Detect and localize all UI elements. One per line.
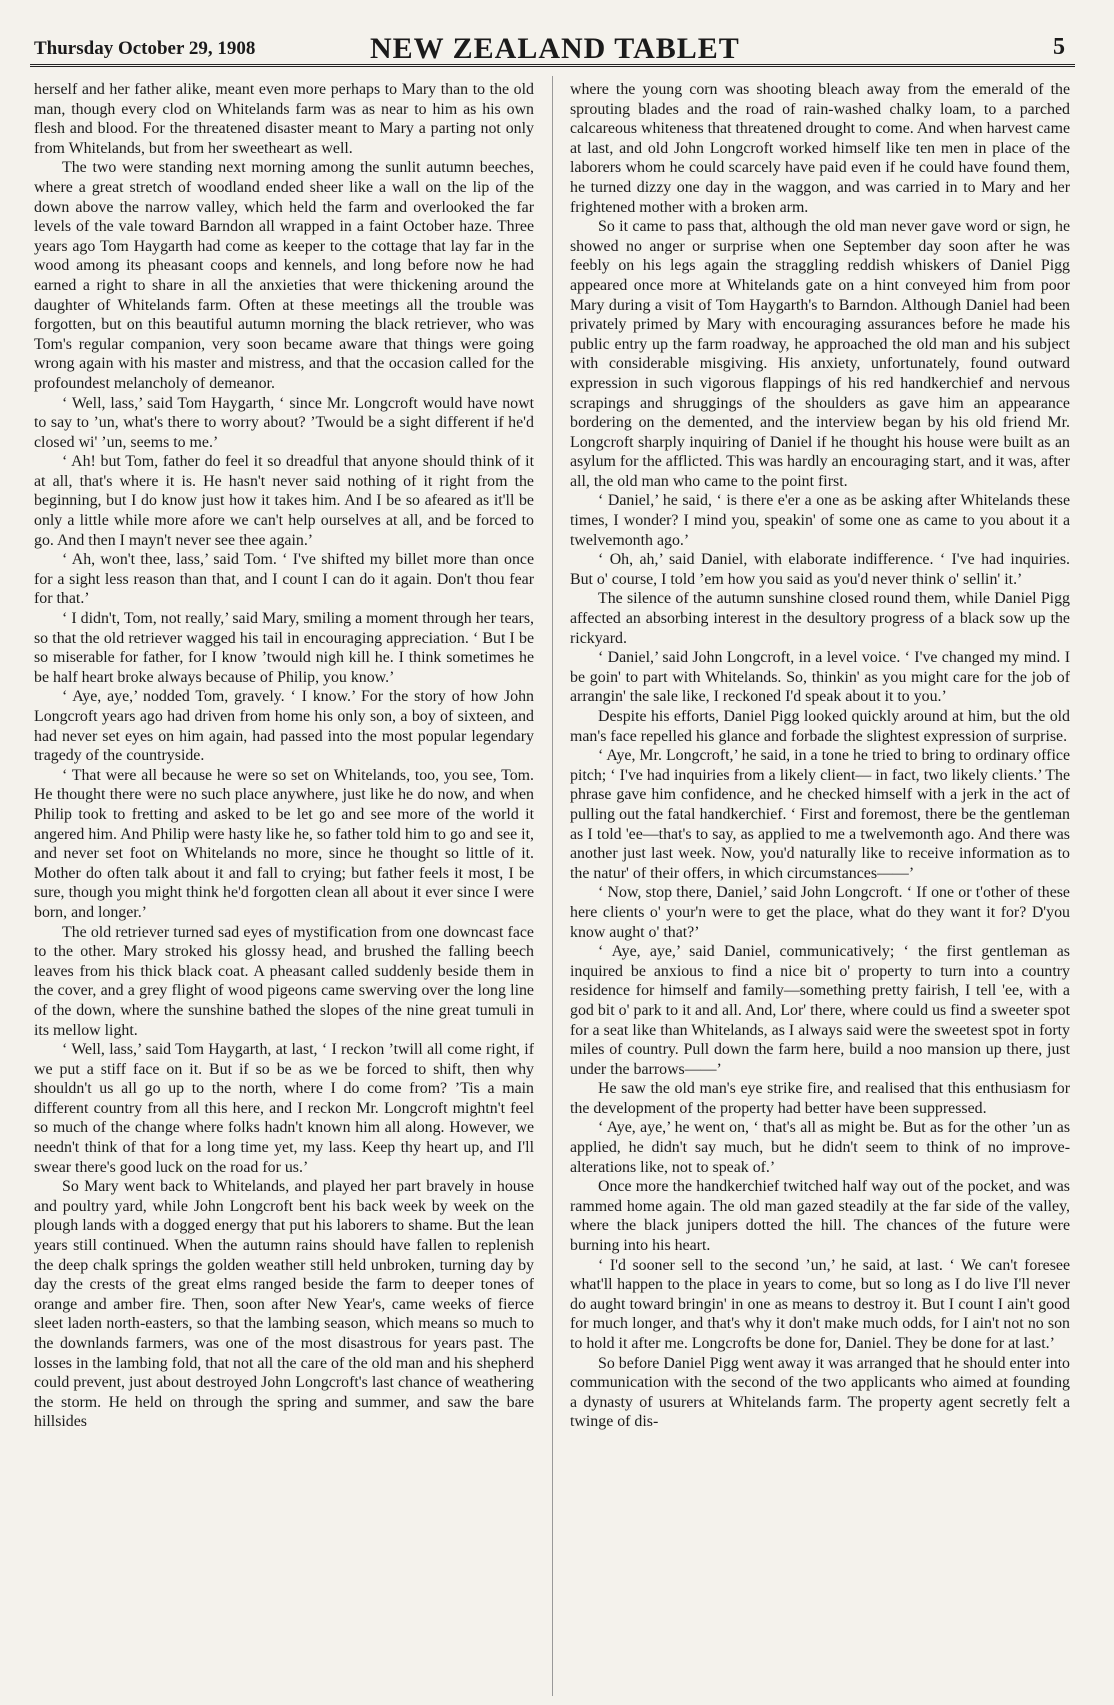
paragraph: Despite his efforts, Daniel Pigg looked quickly around at him, but the old man's face repelled his glance and forbade the slightest expression of surprise. bbox=[570, 708, 1070, 745]
paragraph: ‘ I didn't, Tom, not really,’ said Mary, smiling a moment through her tears, so that the old retriever wagged his tail in encouraging appreciation. ‘ But I be so miserable for father, for I know ’twould nigh kill he. I think sometimes he be half heart broke always because of Philip, you know.’ bbox=[34, 610, 534, 686]
paragraph: So before Daniel Pigg went away it was arranged that he should enter into communication with the second of the two applicants who aimed at founding a dynasty of usurers at Whitelands farm. The property agent secretly felt a twinge of dis- bbox=[570, 1354, 1070, 1431]
paragraph: ‘ Ah, won't thee, lass,’ said Tom. ‘ I've shifted my billet more than once for a sight less reason than that, and I count I can do it again. Don't thou fear for that.’ bbox=[34, 551, 534, 608]
paragraph: ‘ Aye, aye,’ nodded Tom, gravely. ‘ I know.’ For the story of how John Longcroft years ago had driven from home his only son, a boy of sixteen, and had never set eyes on him again, had passed into the most popular legendary tragedy of the countryside. bbox=[34, 688, 534, 765]
paragraph: ‘ Oh, ah,’ said Daniel, with elaborate indifference. ‘ I've had inquiries. But o' course, I told ’em how you said as you'd never think o' sellin' it.’ bbox=[570, 551, 1070, 588]
right-column bbox=[570, 80, 1070, 1692]
paragraph: ‘ That were all because he were so set on Whitelands, too, you see, Tom. He thought there were no such place anywhere, just like he do now, and when Philip took to fretting and asked to be let go and see more of the world it angered him. And Philip were hasty like he, so father told him to go and see it, and never set foot on Whitelands no more, since he thought so little of it. Mother do often talk about it and fall to crying; but father feels it most, I be sure, though you might think he'd forgotten clean all about it ever since I were born, and longer.’ bbox=[34, 766, 534, 921]
paragraph: The two were standing next morning among the sunlit autumn beeches, where a great stretch of woodland ended sheer like a wall on the lip of the down above the narrow valley, which held the farm and overlooked the far levels of the vale toward Barndon all wrapped in a faint October haze. Three years ago Tom Haygarth had come as keeper to the cottage that lay far in the wood among its pheasant coops and kennels, and long before now he had earned a right to share in all the anxieties that were thickening around the daughter of Whitelands farm. Often at these meetings all the trouble was forgotten, but on this beautiful autumn morning the black retriever, who was Tom's regular companion, very soon became aware that things were going wrong again with his master and mistress, and that the occasion called for the profoundest melancholy of demeanor. bbox=[34, 159, 534, 392]
paragraph: He saw the old man's eye strike fire, and realised that this enthusiasm for the development of the property had better have been suppressed. bbox=[570, 1080, 1070, 1117]
page-header bbox=[30, 6, 1075, 67]
newspaper-page bbox=[30, 6, 1090, 1696]
paragraph: ‘ Aye, aye,’ he went on, ‘ that's all as might be. But as for the other ’un as applied, he didn't say much, but he didn't seem to think of no improve-alterations like, not to speak of.’ bbox=[570, 1119, 1070, 1176]
issue-date: Thursday October 29, 1908 bbox=[34, 38, 256, 59]
paragraph: The silence of the autumn sunshine closed round them, while Daniel Pigg affected an absorbing interest in the desultory progress of a black sow up the rickyard. bbox=[570, 590, 1070, 647]
paragraph: ‘ Aye, aye,’ said Daniel, communicatively; ‘ the first gentleman as inquired be anxious to find a nice bit o' property to turn into a country residence for himself and family—something pretty fairish, I tell 'ee, with a god bit o' park to it and all. And, Lor' there, where could us find a sweeter spot for a seat like than Whitelands, as I always said were the sweetest spot in forty miles of country. Pull down the farm here, build a noo mansion up there, just under the barrows——’ bbox=[570, 943, 1070, 1078]
column-divider bbox=[552, 76, 553, 1696]
paragraph: herself and her father alike, meant even more perhaps to Mary than to the old man, though every clod on Whitelands farm was as near to him as his own flesh and blood. For the threatened disaster meant to Mary a parting not only from Whitelands, but from her sweetheart as well. bbox=[34, 81, 534, 157]
left-column bbox=[34, 80, 534, 1692]
paragraph: The old retriever turned sad eyes of mystification from one downcast face to the other. Mary stroked his glossy head, and brushed the falling beech leaves from his thick black coat. A pheasant called suddenly beside them in the cover, and a grey flight of wood pigeons came swerving over the long line of the down, where the sunshine bathed the slopes of the nine great tumuli in its mellow light. bbox=[34, 923, 534, 1039]
paragraph: So Mary went back to Whitelands, and played her part bravely in house and poultry yard, while John Longcroft bent his back week by week on the plough lands with a dogged energy that put his laborers to shame. But the lean years still continued. When the autumn rains should have fallen to replenish the deep chalk springs the golden weather still held unbroken, turning day by day the crests of the great elms ranged beside the farm to deeper tones of orange and amber fire. Then, soon after New Year's, came weeks of fierce sleet laden north-easters, so that the lambing season, which means so much to the downlands farmers, was one of the most disastrous for years past. The losses in the lambing fold, that not all the care of the old man and his shepherd could prevent, just about destroyed John Longcroft's last chance of weathering the storm. He held on through the spring and summer, and saw the bare hillsides bbox=[34, 1178, 534, 1431]
paragraph: ‘ Well, lass,’ said Tom Haygarth, at last, ‘ I reckon ’twill all come right, if we put a stiff face on it. But if so be as we be forced to shift, then why shouldn't us all go up to the north, where I do come from? ’Tis a main different country from all this here, and I reckon Mr. Longcroft mightn't feel so much of the change where folks hadn't known him all along. However, we needn't think of that for a long time yet, my lass. Keep thy heart up, and I'll swear there's good luck on the road for us.’ bbox=[34, 1041, 534, 1176]
paragraph: where the young corn was shooting bleach away from the emerald of the sprouting blades and the road of rain-washed chalky loam, to a parched calcareous whiteness that threatened drought to come. And when harvest came at last, and old John Longcroft worked himself like ten men in place of the laborers whom he could scarcely have paid even if he could have found them, he turned dizzy one day in the waggon, and was carried in to Mary and her frightened mother with a broken arm. bbox=[570, 81, 1070, 216]
paragraph: ‘ Daniel,’ he said, ‘ is there e'er a one as be asking after Whitelands these times, I wonder? I mind you, speakin' of some one as came to you about it a twelvemonth ago.’ bbox=[570, 492, 1070, 549]
page-number: 5 bbox=[1053, 34, 1065, 60]
paragraph: ‘ Ah! but Tom, father do feel it so dreadful that anyone should think of it at all, that's where it is. He hasn't never said nothing of it right from the beginning, but I do know just how it takes him. And I be so afeared as it'll be only a little while more afore we can't help ourselves at all, and be forced to go. And then I mayn't never see thee again.’ bbox=[34, 453, 534, 549]
paragraph: ‘ Daniel,’ said John Longcroft, in a level voice. ‘ I've changed my mind. I be goin' to part with Whitelands. So, thinkin' as you might care for the job of arrangin' the sale like, I reckoned I'd speak about it to you.’ bbox=[570, 649, 1070, 706]
masthead-title: NEW ZEALAND TABLET bbox=[370, 32, 740, 65]
paragraph: Once more the handkerchief twitched half way out of the pocket, and was rammed home again. The old man gazed steadily at the far side of the valley, where the black junipers dotted the hill. The chances of the future were burning into his heart. bbox=[570, 1178, 1070, 1255]
paragraph: ‘ Well, lass,’ said Tom Haygarth, ‘ since Mr. Longcroft would have nowt to say to ’un, what's there to worry about? ’Twould be a sight different if he'd closed wi' ’un, seems to me.’ bbox=[34, 394, 534, 451]
paragraph: ‘ Aye, Mr. Longcroft,’ he said, in a tone he tried to bring to ordinary office pitch; ‘ I've had inquiries from a likely client— in fact, two likely clients.’ The phrase gave him confidence, and he checked himself with a jerk in the act of pulling out the fatal handkerchief. ‘ First and foremost, there be the gentleman as I told 'ee—that's to say, as applied to me a twelvemonth ago. And there was another just last week. Now, you'd naturally like to receive information as to the natur' of their offers, in which circumstances——’ bbox=[570, 747, 1070, 882]
paragraph: ‘ I'd sooner sell to the second ’un,’ he said, at last. ‘ We can't foresee what'll happen to the place in years to come, but so long as I do live I'll never do aught toward bringin' in one as means to destroy it. But I count I ain't good for much longer, and that's why it don't make much odds, for I ain't not no son to hold it after me. Longcrofts be done for, Daniel. They be done for at last.’ bbox=[570, 1256, 1070, 1352]
paragraph: So it came to pass that, although the old man never gave word or sign, he showed no anger or surprise when one September day soon after he was feebly on his legs again the straggling reddish whiskers of Daniel Pigg appeared once more at Whitelands gate on a hint conveyed him from poor Mary during a visit of Tom Haygarth's to Barndon. Although Daniel had been privately primed by Mary with encouraging assurances before he made his public entry up the farm roadway, he approached the old man and his subject with considerable misgiving. His anxiety, unfortunately, found outward expression in such vigorous flappings of his red handkerchief and nervous scrapings and shruggings of the shoulders as gave him an appearance bordering on the demented, and the interview began by his old friend Mr. Longcroft sharply inquiring of Daniel if he thought his house were built as an asylum for the afflicted. This was hardly an encouraging start, and it was, after all, the old man who came to the point first. bbox=[570, 218, 1070, 490]
paragraph: ‘ Now, stop there, Daniel,’ said John Longcroft. ‘ If one or t'other of these here clients o' your'n were to get the place, what do they want it for? D'you know aught o' that?’ bbox=[570, 884, 1070, 941]
